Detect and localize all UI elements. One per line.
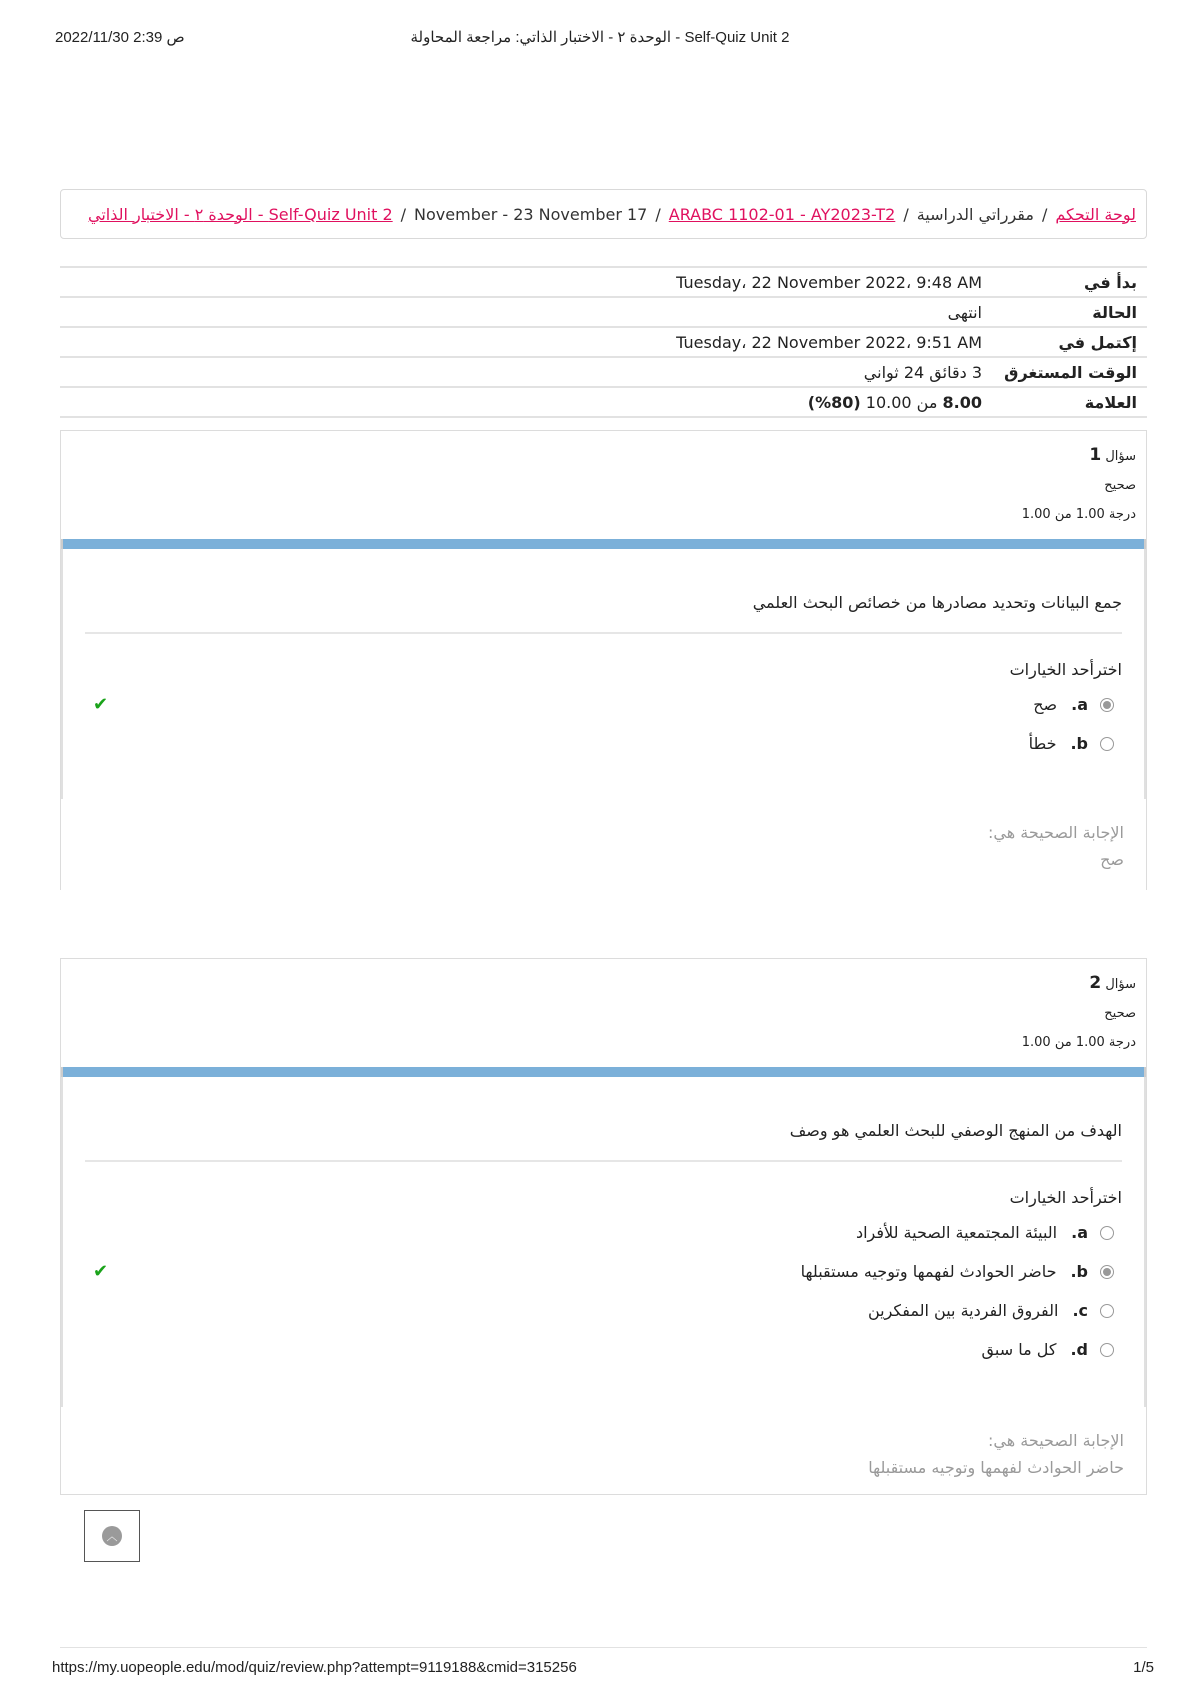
summary-label: الوقت المستغرق: [1004, 362, 1137, 382]
question-state: صحيح: [1104, 478, 1136, 493]
question-2: [60, 958, 1147, 1495]
summary-label: العلامة: [1084, 392, 1137, 412]
question-grade: درجة 1.00 من 1.00: [1021, 1035, 1136, 1050]
question-grade: درجة 1.00 من 1.00: [1021, 507, 1136, 522]
option-text: كل ما سبق: [981, 1340, 1057, 1359]
question-label: سؤال: [1105, 977, 1136, 992]
question-info: [61, 431, 1146, 529]
option-letter: c.: [1072, 1301, 1088, 1320]
question-state: صحيح: [1104, 1006, 1136, 1021]
option-letter: a.: [1071, 1223, 1088, 1242]
option-text: البيئة المجتمعية الصحية للأفراد: [855, 1223, 1058, 1242]
question-text: الهدف من المنهج الوصفي للبحث العلمي هو وصف: [85, 1077, 1122, 1162]
back-to-top-button[interactable]: [84, 1510, 140, 1562]
option-letter: b.: [1070, 734, 1088, 753]
question-1: [60, 430, 1147, 890]
question-content: [61, 1077, 1146, 1407]
attempt-summary-table: [60, 266, 1147, 418]
breadcrumb-course[interactable]: ARABC 1102-01 - AY2023-T2: [668, 204, 896, 224]
answer-prompt: اخترأحد الخيارات: [1009, 660, 1122, 679]
question-label: سؤال: [1105, 449, 1136, 464]
breadcrumb-separator: /: [400, 204, 407, 224]
summary-value: Tuesday، 22 November 2022، 9:51 AM: [676, 332, 982, 352]
question-info: [61, 959, 1146, 1057]
breadcrumb-dashboard[interactable]: لوحة التحكم: [1055, 204, 1136, 224]
question-text: جمع البيانات وتحديد مصادرها من خصائص البحث العلمي: [85, 549, 1122, 634]
summary-value: 3 دقائق 24 ثواني: [863, 362, 982, 382]
footer-divider: [60, 1647, 1147, 1648]
option-letter: a.: [1071, 695, 1088, 714]
check-icon: ✔: [93, 1261, 109, 1282]
radio-button[interactable]: [1100, 1265, 1114, 1279]
check-icon: ✔: [93, 694, 109, 715]
question-divider-bar: [61, 539, 1146, 549]
summary-row-started: [60, 268, 1147, 298]
summary-value: Tuesday، 22 November 2022، 9:48 AM: [676, 272, 982, 292]
answer-option-b[interactable]: [85, 1252, 1122, 1291]
answer-prompt: اخترأحد الخيارات: [1009, 1188, 1122, 1207]
radio-button[interactable]: [1100, 1304, 1114, 1318]
breadcrumb-quiz[interactable]: Self-Quiz Unit 2 - الوحدة ٢ - الاختبار الذاتي: [88, 204, 393, 224]
radio-button[interactable]: [1100, 737, 1114, 751]
option-letter: b.: [1070, 1262, 1088, 1281]
summary-value: انتهى: [947, 302, 982, 322]
print-url: https://my.uopeople.edu/mod/quiz/review.php?attempt=9119188&cmid=315256: [52, 1659, 577, 1676]
right-answer-value: حاضر الحوادث لفهمها وتوجيه مستقبلها: [868, 1458, 1124, 1477]
print-document-title: الوحدة ٢ - الاختبار الذاتي: مراجعة المحاولة - Self-Quiz Unit 2: [410, 29, 790, 46]
answer-option-b[interactable]: [85, 724, 1122, 763]
summary-row-completed: [60, 328, 1147, 358]
radio-button[interactable]: [1100, 1226, 1114, 1240]
breadcrumb-separator: /: [903, 204, 909, 224]
print-header: [0, 28, 1200, 50]
radio-button[interactable]: [1100, 698, 1114, 712]
breadcrumb-my-courses: مقرراتي الدراسية: [916, 204, 1034, 224]
summary-row-time-taken: [60, 358, 1147, 388]
breadcrumb-week: 17 November - 23 November: [414, 204, 648, 224]
answer-option-c[interactable]: [85, 1291, 1122, 1330]
question-number: [71, 969, 1136, 999]
answer-option-a[interactable]: [85, 1213, 1122, 1252]
right-answer-feedback: [61, 799, 1146, 873]
print-page-number: 1/5: [1133, 1659, 1154, 1676]
breadcrumb-separator: /: [1041, 204, 1048, 224]
answer-option-a[interactable]: [85, 685, 1122, 724]
breadcrumb-separator: /: [655, 204, 661, 224]
print-timestamp: 2022/11/30 2:39 ص: [55, 29, 185, 46]
option-text: خطأ: [1028, 734, 1057, 753]
summary-label: إكتمل في: [1058, 332, 1137, 352]
radio-button[interactable]: [1100, 1343, 1114, 1357]
summary-label: بدأ في: [1084, 272, 1137, 292]
right-answer-label: الإجابة الصحيحة هي:: [988, 1431, 1124, 1450]
option-text: الفروق الفردية بين المفكرين: [867, 1301, 1059, 1320]
right-answer-feedback: [61, 1407, 1146, 1481]
grade-score: 8.00: [942, 392, 982, 412]
grade-percent: (80%): [807, 392, 861, 412]
answer-option-d[interactable]: [85, 1330, 1122, 1369]
option-text: صح: [1033, 695, 1058, 714]
question-number: [71, 441, 1136, 471]
breadcrumb: [60, 189, 1147, 239]
question-content: [61, 549, 1146, 799]
right-answer-value: صح: [1100, 850, 1124, 869]
option-letter: d.: [1070, 1340, 1088, 1359]
summary-grade-value: [60, 393, 982, 412]
option-text: حاضر الحوادث لفهمها وتوجيه مستقبلها: [800, 1262, 1057, 1281]
summary-row-grade: [60, 388, 1147, 418]
chevron-up-icon: ︿: [102, 1526, 122, 1546]
grade-out-of: من 10.00: [865, 392, 938, 412]
right-answer-label: الإجابة الصحيحة هي:: [988, 823, 1124, 842]
summary-label: الحالة: [1092, 302, 1137, 322]
question-number-value: 1: [1089, 445, 1102, 465]
question-number-value: 2: [1089, 973, 1102, 993]
summary-row-state: [60, 298, 1147, 328]
question-divider-bar: [61, 1067, 1146, 1077]
